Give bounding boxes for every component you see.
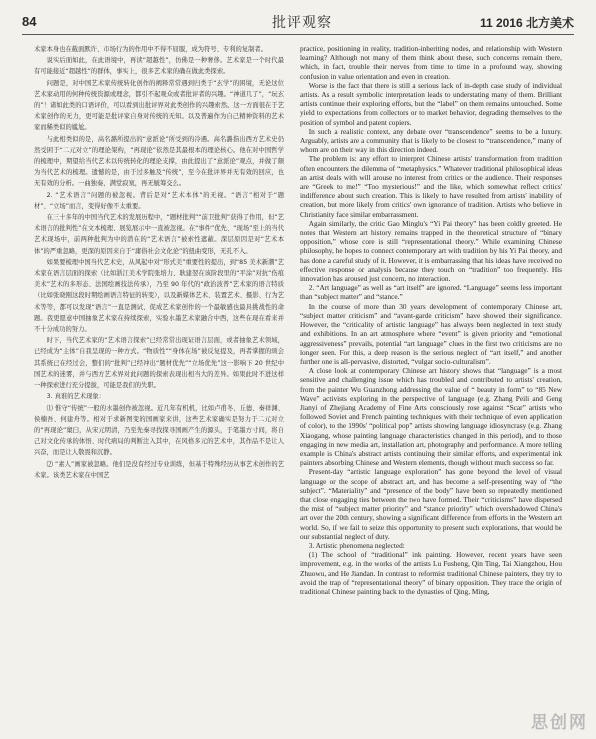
paragraph: In such a realistic context, any debate over “transcendence” seems to be a luxury. Arguably, artists are a community that is likely to be closest to “transcendence,” many of whom are on their way in this direction indeed.: [300, 126, 562, 155]
section-heading: 3. Artistic phenomena neglected:: [308, 540, 405, 550]
journal-section-title: 批评观察: [272, 15, 332, 31]
issue-info: 11 2016 北方美术: [479, 16, 574, 30]
header-divider: [22, 34, 574, 35]
paragraph: 说实后面如此，在此语境中，再读“超越性”，仿佛是一种奢侈。艺术家是一个时代最有可能接近“超越性”的群体，事实上，很多艺术家的确在做此类探索。: [34, 57, 284, 76]
paragraph: 在三十多年的中国当代艺术的发展历程中，“题材批判”“前卫批判”获得了作用，但“艺术语言的批判性”在文本梳理、展览展示中一直被忽视。在“事件”优先、“现场”至上的当代艺术现场中，前两种批判为中的潜在的“艺术语言”被索性遮蔽。深层原因是对“艺术本体”的严重忽略，更深的原因来自于“庸俗社会文化论”的扭曲变形，无孔不入。: [34, 214, 284, 255]
paragraph: Worse is the fact that there is still a serious lack of in-depth case study of individual artists. As a result symbolic interpretation leads to understating many of them. Brilliant artists continue their exploring efforts, but the “label” on them remains untouched. Some yield to expectations from collectors or to market behavior, degrading themselves to the position of symbol and patent copiers.: [300, 80, 562, 127]
paragraph: A close look at contemporary Chinese art history shows that “language” is a most sensitive and challenging issue which has troubled and contributed to artists' creation, from the painter Wu Guanzhong addressing the value of “ beauty in form” to “85 New Wave” activists exploring in the perspective of language (e.g. Zhang Peili and Geng Jianyi of Zhejiang Academy of Fine Arts consciously rose against “Scar” artists who followed Soviet and French painting techniques with their technique of even application of color), to the 1990s' “political pop” artists showing language idiosyncrasy (e.g. Zhang Xiaogang, whose painting language characteristics changed in this period), and to those engaging in new media art, installation art, photography and performance. A more telling example is China's abstract artists continuing their similar efforts, and experimental ink painters absorbing Chinese and Western elements, though without much success so far.: [300, 366, 562, 468]
paragraph: (1) The school of “traditional” ink painting. However, recent years have seen improvement, e.g. in the works of the artists Lu Fusheng, Qin Ting, Tai Xiangzhou, Hou Zhuowu, and He Jiandan. In contrast to reformist traditional Chinese painters, they try to avoid the trap of “representational theory” of binary opposition. They trace the origin of traditional Chinese painting back to the dynasties of Qing, Ming,: [300, 550, 562, 596]
english-text-column: [300, 44, 562, 731]
section-heading: 2. “Art language” as well as “art itself” are ignored. “Language” seems less important than “subject matter” and “stance.”: [300, 283, 562, 302]
section-heading: 2. “艺术语言”问题的被忽视。背后是对“艺术本体”的无视。“语言”相对于“题材”、“立场”而言，变得好像不太重要。: [34, 191, 284, 210]
page-number: 84: [22, 14, 37, 29]
paragraph: 问题是，对中国艺术家传统转化创作的阐释常常遇到归类于“玄学”的困境，无论这位艺术家动用的何种传统资源或理念，都引不起观众或者批评者的兴趣。“神道几了”，“玩玄的”！诸如此类的口语评价，可以看到出批评界对此类创作的兴趣索然。这一方面很在于艺术家创作的无力，更可能是批评家自身对传统的无知。以及普遍作为自己精神资料的艺术家而稀类似的尴尬。: [34, 79, 284, 132]
paragraph: ⑵ “素人”画家被忽略。他们是没有经过专业训练，但基于特殊经历从事艺术创作的艺术家。该类艺术家在中国艺: [34, 460, 284, 479]
paragraph: In the course of more than 30 years development of contemporary Chinese art, “subject matter criticism” and “avant-garde criticism” have showed their significance. However, the “criticality of artistic language” has always been neglected in text study and exhibitions. In an art atmosphere where “event” is given priority and “emotional aggressiveness” prevails, potential “art language” clues in the first two criticisms are no longer seen. For this, a deep reason is the serious neglect of “art itself,” and another further one is all-pervasive, distorted, “vulgar socio-culturalism”.: [300, 301, 562, 366]
page-header: [22, 10, 574, 40]
paragraph: ⑴ 惟守“传统”一般的水墨创作被忽视。近几年有机机，比如卢甫冬、丘德、秦祥渊、侯楠吾、何建舟等。相对于求新图变的国画家来讲，这些艺术家确实是努力于二元对立的“再现论”窠臼，从宋元明清，乃至先秦寻找探寻国画产生的源头，于笔墨方寸间，将自己对文化传承的体悟、时代病局的判断注入其中，在风格多元的艺术中，其作品不是让人兴奋，而是让人敬畏和沉静。: [34, 404, 284, 457]
paragraph: Again similarly, the critic Gao Minglu's “Yi Pai theory” has been coldly greeted. He notes that Western art history remains trapped in the theoretical structure of “binary opposition,” whose core is still “representational theory.” While examining Chinese philosophy, he hopes to connect contemporary art with tradition by his Yi Pai theory, and has done a careful study of it. However, it is embarrassing that his ideas have received no effective response or analysis because they touch on “tradition” too frequently. His innovation has aroused just concern, no interaction.: [300, 218, 562, 284]
watermark-logo: 思创网: [531, 713, 588, 733]
paragraph: Present-day “artistic language exploration” has gone beyond the level of visual language or the scope of abstract art, and has become a self-presenting way of “the subject”. “Materiality” and “presence of the body” have been so repeatedly mentioned that close engaging ties between the two have formed. Their “criticisms” have dispersed the mist of “subject matter priority” and “stance priority” which overshadowed China's art over the 20th century, showing a significant difference from efforts in the Western art world. So, if we fail to seize this opportunity to present such explorations, that would be our substantial neglect of duty.: [300, 467, 562, 541]
chinese-text-column: [34, 44, 284, 731]
paragraph: 时下，当代艺术家的“艺术语言探索”已经常常出现证语言层面，或者抽象艺术领域，已经成为“主体”自我呈现的一种方式。“物质性”“身体在场”被反复提及，再者掌握的颂会其系统已在经过会，整们的“批判”已经冲出“题材优先”“立场优先”这一影响下 20 世纪中国艺术的迷雾，并与西方艺术界对此问题的探索表现出相当大的差异。如果此时不进这样一种探索进行充分提拔，可能是我们的失职。: [34, 337, 284, 390]
section-heading: 3. 真谁的艺术现象：: [46, 393, 105, 401]
paragraph: 术家本身也在截面默许、市场行为的作用中不得不屈服，成为符号、专利的复制者。: [34, 46, 267, 53]
paragraph: practice, positioning in reality, tradition-inheriting nodes, and relationship with Western learning? Although not many of them think about these, such concerns remain there, which, in fact, trouble their nerves from time to time in a profound way, showing confusion in value orientation and even in creation.: [300, 44, 562, 81]
paragraph: 与此相类似的是，高名潞所提出的“意派论”所受到的冷遇。高名潞指出西方艺术史仍然受困于“二元对立”的理论架构，“再现论”依然是其最根本的理论核心。他在对中国哲学的梳理中，期望给当代艺术以传统转化的理论支撑，由此提出了“意派论”观点，并做了颇为当代艺术的梳理。遗憾的是，由于过多触及“传统”，至今在批评界并无有效的回应，也无有效的分析。一曲独奏，满堂寂寞，再无觥筹交么。: [34, 135, 284, 188]
paragraph: The problem is: any effort to interpret Chinese artists' transformation from tradition often encounters the dilemma of “metaphysics.” Whatever traditional philosophical ideas an artist deals with will arouse no interest from critics or the audience. Their responses are “Greek to me!” “Too mysterious!” and the like, which somewhat reflect critics' indifference about such creation. This is likely to have resulted from artists' inability of creation, but more likely from critics' own ignorance of tradition. Artists who believe in Christianity face similar embarrassment.: [300, 154, 562, 219]
paragraph: 如果要梳理中国当代艺术史，从风起中对“形式美”重要性的提出，到“85 美术新潮”艺术家在语言层面的探索（比如浙江美术学院张培力、耿建翌在该阶段里的“平涂”对抗“伤痕美术”艺术的多形态、法国绘画技法传承），乃至 90 年代的“政治波普”艺术家的语言特质（比如张晓刚这段时期绘画语言特征的转变），以及新媒体艺术、装置艺术、摄影、行为艺术等等，都可以发现“语言”一直是测试、促成艺术家创作的一个最敏感也最具挑战性的命题。我更愿意中国抽象艺术家在持续探索，实验水墨艺术家融合中西，这些在现在看来并不十分成功的努力。: [34, 258, 284, 334]
